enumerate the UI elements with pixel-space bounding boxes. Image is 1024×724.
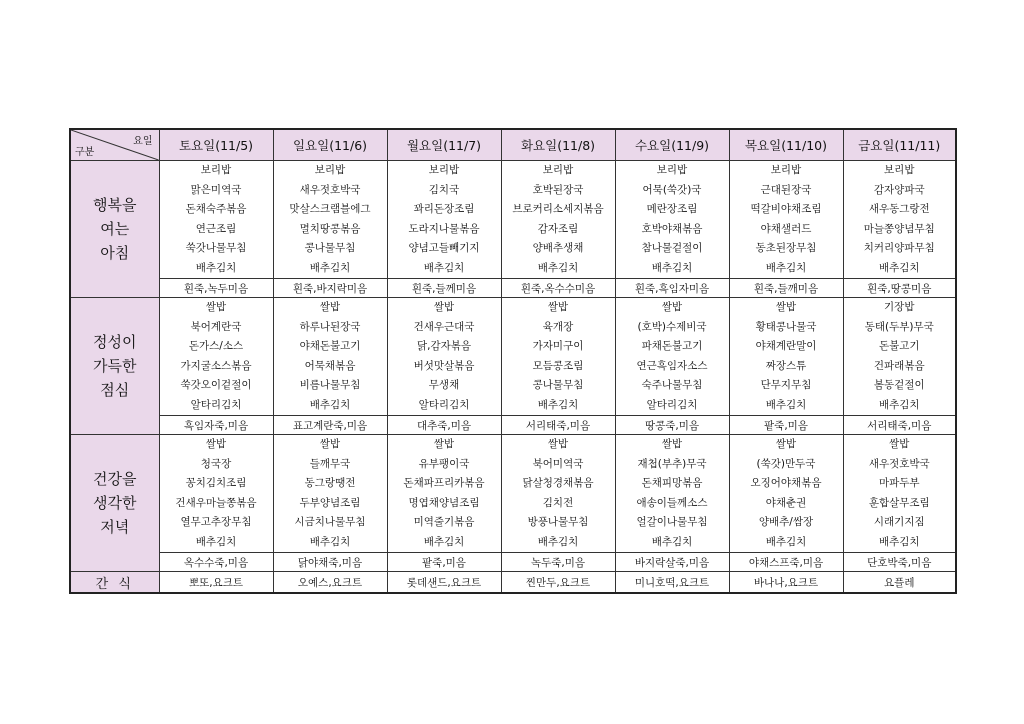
menu-item: 배추김치 bbox=[195, 535, 237, 548]
menu-item: 북어미역국 bbox=[532, 457, 584, 470]
menu-item: 보리밥 bbox=[770, 164, 802, 176]
menu-item: 꽈리돈장조림 bbox=[413, 203, 475, 215]
menu-item: (호박)수제비국 bbox=[637, 320, 707, 333]
menu-item: 야채샐러드 bbox=[760, 222, 812, 235]
menu-item: 돈가스/소스 bbox=[188, 340, 244, 352]
lunch-row bbox=[70, 298, 956, 416]
menu-item: 감자양파국 bbox=[873, 183, 925, 196]
menu-item: 쌀밥 bbox=[205, 301, 227, 313]
snack-row bbox=[70, 572, 956, 594]
menu-item: 치커리양파무침 bbox=[863, 242, 935, 254]
menu-item: 버섯맛살볶음 bbox=[413, 359, 475, 372]
porridge-cell: 흑임자죽,미음 bbox=[159, 416, 273, 435]
menu-cell bbox=[159, 298, 273, 416]
menu-item: 쌀밥 bbox=[319, 438, 341, 450]
menu-item: 배추김치 bbox=[309, 398, 351, 411]
menu-item: 쑥갓나물무침 bbox=[185, 242, 247, 254]
menu-item: 쌀밥 bbox=[889, 438, 910, 450]
menu-item: 오징어야채볶음 bbox=[750, 477, 822, 489]
menu-item: 도라지나물볶음 bbox=[408, 222, 480, 235]
porridge-cell: 흰죽,옥수수미음 bbox=[501, 279, 615, 298]
menu-item: 숙주나물무침 bbox=[641, 379, 703, 391]
menu-cell bbox=[729, 161, 843, 279]
menu-item: 호박야채볶음 bbox=[641, 222, 703, 235]
menu-item: 콩나물무침 bbox=[304, 242, 356, 254]
snack-cell: 찐만두,요크트 bbox=[501, 572, 615, 594]
menu-item: 배추김치 bbox=[878, 398, 920, 411]
breakfast-row bbox=[70, 161, 956, 279]
meal-label-line: 건강을 bbox=[93, 470, 137, 488]
menu-item: 육개장 bbox=[542, 320, 574, 333]
menu-cell bbox=[729, 298, 843, 416]
menu-item: 김치국 bbox=[428, 183, 460, 196]
snack-cell: 요플레 bbox=[843, 572, 956, 594]
meal-label-line: 정성이 bbox=[93, 333, 137, 351]
menu-item: 청국장 bbox=[200, 457, 232, 470]
menu-item: 건새우마늘쫑볶음 bbox=[175, 496, 257, 509]
porridge-cell: 옥수수죽,미음 bbox=[159, 553, 273, 572]
porridge-cell: 단호박죽,미음 bbox=[843, 553, 956, 572]
menu-cell bbox=[501, 298, 615, 416]
menu-cell bbox=[273, 161, 387, 279]
snack-cell: 롯데샌드,요크트 bbox=[387, 572, 501, 594]
porridge-cell: 팥죽,미음 bbox=[729, 416, 843, 435]
corner-category-label: 구분 bbox=[75, 147, 95, 158]
menu-item: 돈불고기 bbox=[878, 340, 920, 352]
menu-cell bbox=[159, 435, 273, 553]
meal-label-line: 점심 bbox=[100, 381, 130, 399]
menu-item: 브로커리소세지볶음 bbox=[512, 203, 604, 215]
lunch-label bbox=[70, 298, 159, 435]
snack-cell: 미니호떡,요크트 bbox=[615, 572, 729, 594]
menu-item: 연근흑임자소스 bbox=[636, 359, 708, 372]
menu-cell bbox=[501, 435, 615, 553]
dinner-row bbox=[70, 435, 956, 553]
menu-item: 맛살스크램블에그 bbox=[289, 203, 371, 215]
menu-item: 무생채 bbox=[428, 379, 460, 391]
lunch-porridge-row bbox=[70, 416, 956, 435]
menu-item: 쌀밥 bbox=[547, 438, 569, 450]
menu-item: 파채돈불고기 bbox=[641, 340, 703, 352]
menu-item: 미역줄기볶음 bbox=[413, 516, 475, 528]
menu-item: 멸치땅콩볶음 bbox=[299, 222, 361, 235]
menu-item: 어묵채볶음 bbox=[304, 359, 356, 372]
porridge-cell: 서리태죽,미음 bbox=[501, 416, 615, 435]
menu-item: 배추김치 bbox=[537, 398, 579, 411]
menu-item: 양배추/쌈장 bbox=[758, 516, 814, 528]
menu-item: 양배추생채 bbox=[532, 242, 584, 254]
menu-item: 새우젓호박국 bbox=[868, 457, 930, 470]
menu-item: 돈채피망볶음 bbox=[641, 477, 703, 489]
menu-item: 양념고들빼기지 bbox=[408, 242, 480, 254]
day-header: 토요일(11/5) bbox=[159, 129, 273, 161]
menu-cell bbox=[387, 298, 501, 416]
menu-item: 봄동겉절이 bbox=[873, 379, 925, 391]
menu-item: 닭살청경채볶음 bbox=[522, 477, 594, 489]
menu-cell bbox=[729, 435, 843, 553]
porridge-cell: 흰죽,들께미음 bbox=[387, 279, 501, 298]
menu-item: 동그랑땡전 bbox=[304, 477, 356, 489]
menu-item: 쌀밥 bbox=[433, 438, 455, 450]
menu-item: 두부양념조림 bbox=[299, 496, 361, 509]
menu-item: 방풍나물무침 bbox=[527, 516, 589, 528]
menu-item: 배추김치 bbox=[195, 261, 237, 274]
menu-item: 훈합살무조림 bbox=[868, 496, 930, 509]
menu-item: 감자조림 bbox=[537, 222, 579, 235]
menu-item: 배추김치 bbox=[878, 535, 920, 548]
menu-item: 모듬콩조림 bbox=[532, 359, 584, 372]
breakfast-porridge-row bbox=[70, 279, 956, 298]
menu-item: 마파두부 bbox=[878, 477, 920, 489]
menu-item: 배추김치 bbox=[765, 261, 807, 274]
menu-item: 알타리김치 bbox=[418, 398, 470, 411]
menu-item: 보리밥 bbox=[200, 164, 232, 176]
meal-label-line: 생각한 bbox=[93, 494, 137, 512]
menu-item: 얼갈이나물무침 bbox=[636, 516, 708, 528]
menu-item: 들깨무국 bbox=[309, 457, 351, 470]
menu-item: 열무고추장무침 bbox=[180, 516, 252, 528]
dinner-label bbox=[70, 435, 159, 572]
day-header: 목요일(11/10) bbox=[729, 129, 843, 161]
menu-item: 마늘쫑양념무침 bbox=[863, 222, 935, 235]
menu-item: (쑥갓)만두국 bbox=[756, 457, 816, 470]
menu-cell bbox=[387, 161, 501, 279]
menu-item: 쌀밥 bbox=[661, 438, 683, 450]
snack-cell: 바나나,요크트 bbox=[729, 572, 843, 594]
menu-item: 떡갈비야채조림 bbox=[750, 203, 822, 215]
day-header: 수요일(11/9) bbox=[615, 129, 729, 161]
snack-cell: 오예스,요크트 bbox=[273, 572, 387, 594]
porridge-cell: 팥죽,미음 bbox=[387, 553, 501, 572]
menu-item: 기장밥 bbox=[884, 301, 915, 313]
porridge-cell: 땅콩죽,미음 bbox=[615, 416, 729, 435]
menu-item: 건파래볶음 bbox=[873, 359, 925, 372]
menu-item: 가지굴소스볶음 bbox=[180, 359, 252, 372]
porridge-cell: 서리태죽,미음 bbox=[843, 416, 956, 435]
menu-item: 건새우근대국 bbox=[413, 320, 475, 333]
menu-item: 배추김치 bbox=[765, 535, 807, 548]
menu-item: 배추김치 bbox=[537, 261, 579, 274]
menu-item: 호박된장국 bbox=[532, 183, 584, 196]
menu-item: 유부팽이국 bbox=[418, 457, 470, 470]
porridge-cell: 대추죽,미음 bbox=[387, 416, 501, 435]
menu-item: 배추김치 bbox=[423, 261, 465, 274]
menu-cell bbox=[843, 435, 956, 553]
menu-item: 맑은미역국 bbox=[190, 183, 242, 196]
snack-cell: 뽀또,요크트 bbox=[159, 572, 273, 594]
menu-item: 쌀밥 bbox=[547, 301, 569, 313]
porridge-cell: 녹두죽,미음 bbox=[501, 553, 615, 572]
menu-item: 야채춘권 bbox=[765, 496, 807, 509]
menu-item: 꽁치김치조림 bbox=[185, 477, 247, 489]
menu-item: 동초된장무침 bbox=[755, 242, 817, 254]
menu-cell bbox=[273, 298, 387, 416]
menu-item: 새우젓호박국 bbox=[299, 183, 361, 196]
menu-item: 돈채파프리카볶음 bbox=[403, 477, 485, 489]
meal-label-line: 행복을 bbox=[93, 196, 137, 214]
porridge-cell: 흰죽,흑임자미음 bbox=[615, 279, 729, 298]
day-header: 화요일(11/8) bbox=[501, 129, 615, 161]
menu-cell bbox=[615, 298, 729, 416]
menu-cell bbox=[615, 161, 729, 279]
menu-item: 보리밥 bbox=[428, 164, 460, 176]
menu-item: 가자미구이 bbox=[532, 340, 584, 352]
menu-item: 시금치나물무침 bbox=[294, 516, 366, 528]
porridge-cell: 야채스프죽,미음 bbox=[729, 553, 843, 572]
menu-item: 쌀밥 bbox=[775, 438, 797, 450]
menu-item: 쌀밥 bbox=[205, 438, 227, 450]
porridge-cell: 흰죽,바지락미음 bbox=[273, 279, 387, 298]
menu-cell bbox=[615, 435, 729, 553]
corner-header-cell bbox=[70, 129, 159, 161]
corner-day-label: 요일 bbox=[133, 136, 153, 147]
porridge-cell: 표고계란죽,미음 bbox=[273, 416, 387, 435]
meal-label-line: 가득한 bbox=[93, 357, 137, 375]
menu-cell bbox=[843, 298, 956, 416]
menu-cell bbox=[843, 161, 956, 279]
menu-item: 재첩(부추)무국 bbox=[637, 457, 707, 470]
porridge-cell: 흰죽,땅콩미음 bbox=[843, 279, 956, 298]
meal-label-line: 아침 bbox=[100, 244, 130, 262]
meal-label-line: 여는 bbox=[100, 220, 130, 238]
menu-item: 쌀밥 bbox=[433, 301, 455, 313]
menu-body bbox=[70, 161, 956, 572]
menu-item: 명엽채양념조림 bbox=[408, 496, 480, 509]
menu-item: 시래기지짐 bbox=[873, 516, 925, 528]
menu-item: 짜장스튜 bbox=[765, 359, 807, 372]
menu-item: 배추김치 bbox=[423, 535, 465, 548]
menu-item: 새우동그랑전 bbox=[868, 203, 930, 215]
menu-item: 배추김치 bbox=[765, 398, 807, 411]
menu-item: 하루나된장국 bbox=[299, 320, 361, 333]
meal-label-line: 저녁 bbox=[100, 518, 130, 536]
day-header: 월요일(11/7) bbox=[387, 129, 501, 161]
menu-item: 어묵(쑥갓)국 bbox=[642, 183, 702, 196]
menu-item: 알타리김치 bbox=[646, 398, 698, 411]
menu-item: 황태콩나물국 bbox=[755, 320, 817, 333]
menu-item: 비름나물무침 bbox=[299, 379, 361, 391]
porridge-cell: 닭야채죽,미음 bbox=[273, 553, 387, 572]
menu-cell bbox=[387, 435, 501, 553]
menu-item: 닭,감자볶음 bbox=[416, 340, 472, 352]
menu-item: 배추김치 bbox=[651, 261, 693, 274]
menu-item: 김치전 bbox=[542, 496, 574, 509]
menu-item: 배추김치 bbox=[651, 535, 693, 548]
breakfast-label bbox=[70, 161, 159, 298]
porridge-cell: 바지락살죽,미음 bbox=[615, 553, 729, 572]
menu-item: 배추김치 bbox=[537, 535, 579, 548]
menu-item: 쌀밥 bbox=[319, 301, 341, 313]
menu-item: 쑥갓오이겉절이 bbox=[180, 379, 252, 391]
menu-item: 쌀밥 bbox=[775, 301, 797, 313]
menu-item: 보리밥 bbox=[884, 164, 915, 176]
menu-item: 돈채숙주볶음 bbox=[185, 203, 247, 215]
menu-item: 보리밥 bbox=[542, 164, 574, 176]
menu-item: 배추김치 bbox=[309, 261, 351, 274]
day-header: 금요일(11/11) bbox=[843, 129, 956, 161]
header-row bbox=[70, 129, 956, 161]
snack-label: 간 식 bbox=[70, 572, 159, 594]
menu-item: 배추김치 bbox=[309, 535, 351, 548]
menu-item: 애송이들께소스 bbox=[636, 496, 708, 509]
menu-item: 쌀밥 bbox=[661, 301, 683, 313]
menu-item: 야채돈불고기 bbox=[299, 340, 361, 352]
menu-item: 참나물겉절이 bbox=[641, 242, 703, 254]
menu-item: 연근조림 bbox=[195, 222, 237, 235]
menu-cell bbox=[501, 161, 615, 279]
porridge-cell: 흰죽,녹두미음 bbox=[159, 279, 273, 298]
menu-item: 근대된장국 bbox=[760, 183, 812, 196]
menu-item: 보리밥 bbox=[656, 164, 688, 176]
menu-cell bbox=[273, 435, 387, 553]
menu-item: 단무지무침 bbox=[760, 379, 812, 391]
menu-cell bbox=[159, 161, 273, 279]
menu-item: 배추김치 bbox=[878, 261, 920, 274]
menu-item: 야채계란말이 bbox=[755, 340, 817, 352]
menu-item: 콩나물무침 bbox=[532, 379, 584, 391]
day-header: 일요일(11/6) bbox=[273, 129, 387, 161]
menu-item: 북어계란국 bbox=[190, 320, 242, 333]
menu-item: 동태(두부)무국 bbox=[864, 320, 934, 333]
menu-item: 메란장조림 bbox=[646, 203, 698, 215]
menu-item: 보리밥 bbox=[314, 164, 346, 176]
porridge-cell: 흰죽,들깨미음 bbox=[729, 279, 843, 298]
menu-item: 알타리김치 bbox=[190, 398, 242, 411]
dinner-porridge-row bbox=[70, 553, 956, 572]
weekly-menu-table bbox=[69, 128, 957, 594]
